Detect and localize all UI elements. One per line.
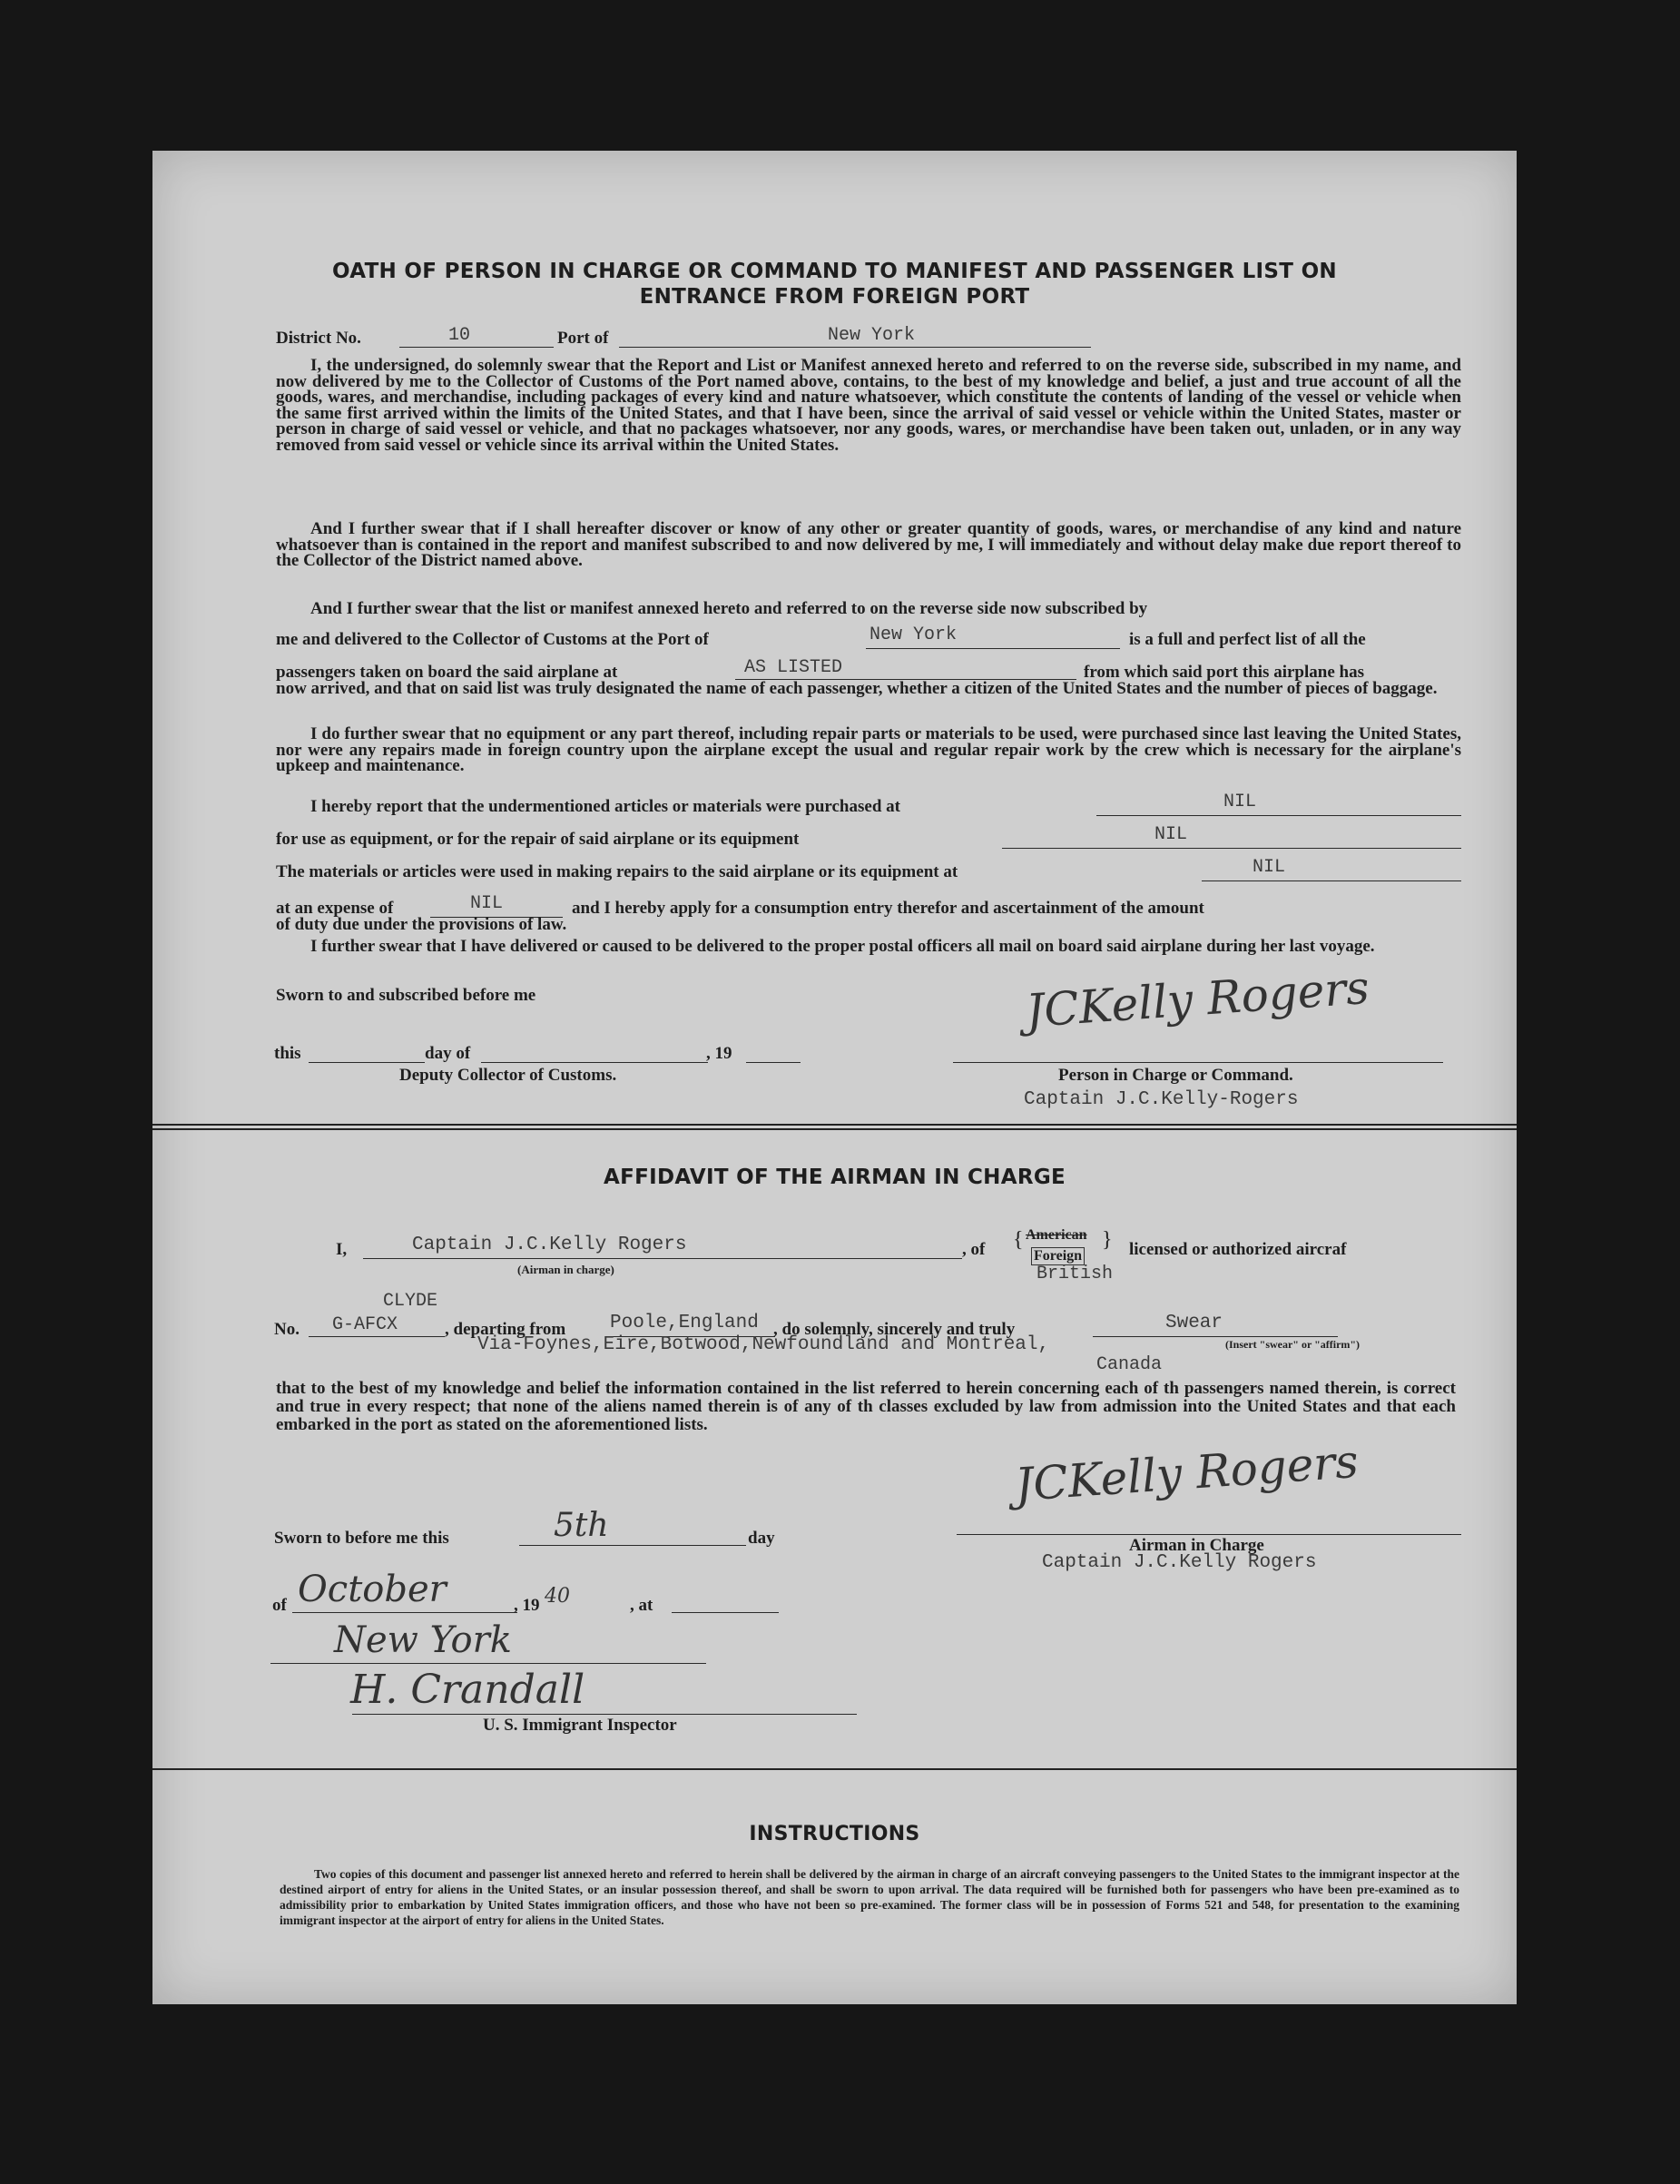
port-label: Port of bbox=[557, 329, 609, 348]
no-rule bbox=[309, 1336, 445, 1337]
place-rule bbox=[270, 1663, 706, 1664]
report-rule-3 bbox=[1202, 880, 1461, 881]
report-value-2: NIL bbox=[1154, 824, 1188, 845]
report-rule-1 bbox=[1096, 815, 1461, 816]
departing-value: Poole,England bbox=[610, 1313, 759, 1333]
document-page bbox=[152, 151, 1517, 2004]
affidavit-i-label: I, bbox=[336, 1240, 348, 1259]
via-value: Via-Foynes,Eire,Botwood,Newfoundland and Montreal, bbox=[477, 1334, 1050, 1355]
expense-value: NIL bbox=[470, 893, 504, 914]
airman-value: Captain J.C.Kelly Rogers bbox=[412, 1235, 687, 1255]
district-label: District No. bbox=[276, 329, 361, 348]
expense-label: at an expense of bbox=[276, 899, 394, 918]
year-prefix: , 19 bbox=[514, 1596, 540, 1615]
oath-paragraph-4: I do further swear that no equipment or any part thereof, including repair parts or materials to be used, were purchased since last leaving the United States, nor were any repairs made in foreign country upon the airplane except the usual and regular repair work by the crew which is necessary for the airplane's upkeep and maintenance. bbox=[276, 724, 1461, 775]
american-option: American bbox=[1026, 1227, 1087, 1243]
of-label: , of bbox=[962, 1240, 986, 1259]
year-rule bbox=[746, 1062, 801, 1063]
at-label: , at bbox=[630, 1596, 653, 1615]
month-value: October bbox=[298, 1569, 447, 1610]
year-label: , 19 bbox=[706, 1044, 732, 1063]
captain-typed-1: Captain J.C.Kelly-Rogers bbox=[1024, 1089, 1299, 1110]
insert-note: (Insert "swear" or "affirm") bbox=[1225, 1338, 1361, 1351]
inspector-rule bbox=[352, 1714, 857, 1715]
port-of-arrival-rule bbox=[866, 648, 1120, 649]
person-rule bbox=[953, 1062, 1443, 1063]
deputy-collector-label: Deputy Collector of Customs. bbox=[399, 1066, 617, 1085]
oath-paragraph-5: I further swear that I have delivered or caused to be delivered to the proper postal officers all mail on board said airplane during her last voyage. bbox=[310, 937, 1375, 956]
british-value: British bbox=[1036, 1264, 1114, 1284]
affidavit-title: AFFIDAVIT OF THE AIRMAN IN CHARGE bbox=[603, 1166, 1066, 1189]
section-divider-top bbox=[152, 1124, 1517, 1126]
captain-typed-2: Captain J.C.Kelly Rogers bbox=[1042, 1552, 1317, 1573]
day-of-rule bbox=[481, 1062, 708, 1063]
airman-in-charge-label: Airman in Charge bbox=[1129, 1536, 1264, 1555]
boarding-value: AS LISTED bbox=[744, 657, 843, 678]
sworn-day-value: 5th bbox=[554, 1507, 609, 1544]
inspector-signature: H. Crandall bbox=[350, 1667, 585, 1713]
oath-paragraph-3-line2b: is a full and perfect list of all the bbox=[1129, 630, 1366, 649]
place-value: New York bbox=[334, 1619, 512, 1661]
port-of-arrival-value: New York bbox=[869, 625, 958, 645]
no-label: No. bbox=[274, 1320, 300, 1339]
month-rule bbox=[292, 1612, 517, 1613]
this-rule bbox=[309, 1062, 425, 1063]
swear-value: Swear bbox=[1165, 1313, 1223, 1333]
licensed-text: licensed or authorized aircraf bbox=[1129, 1240, 1347, 1259]
report-value-3: NIL bbox=[1253, 857, 1286, 878]
inspector-label: U. S. Immigrant Inspector bbox=[483, 1716, 677, 1735]
clyde-value: CLYDE bbox=[383, 1291, 438, 1312]
district-value: 10 bbox=[448, 325, 471, 346]
oath-paragraph-3-rest: now arrived, and that on said list was truly designated the name of each passenger, whether a citizen of the United States and the number of pieces of baggage. bbox=[276, 679, 1438, 698]
of-month-label: of bbox=[272, 1596, 287, 1615]
person-in-charge-label: Person in Charge or Command. bbox=[1058, 1066, 1293, 1085]
report-rule-2 bbox=[1002, 848, 1461, 849]
at-rule bbox=[672, 1612, 779, 1613]
section-divider-bottom bbox=[152, 1128, 1517, 1130]
report-line-3: The materials or articles were used in making repairs to the said airplane or its equipment at bbox=[276, 862, 958, 881]
report-line-2: for use as equipment, or for the repair of said airplane or its equipment bbox=[276, 830, 800, 849]
oath-paragraph-2: And I further swear that if I shall hereafter discover or know of any other or greater quantity of goods, wares, or merchandise of any kind and nature whatsoever than is contained in the report and manifest subscribed to and now delivered by me, I will immediately and without delay make due report thereof to the Collector of the District named above. bbox=[276, 519, 1461, 570]
oath-title-line2: ENTRANCE FROM FOREIGN PORT bbox=[639, 285, 1030, 309]
oath-paragraph-3-line1: And I further swear that the list or manifest annexed hereto and referred to on the reverse side now subscribed by bbox=[310, 599, 1148, 618]
report-line-1: I hereby report that the undermentioned articles or materials were purchased at bbox=[310, 797, 900, 816]
canada-value: Canada bbox=[1096, 1354, 1163, 1375]
solemnly-text: , do solemnly, sincerely and truly bbox=[773, 1320, 1016, 1339]
year-value: 40 bbox=[545, 1585, 570, 1608]
brace-right: } bbox=[1102, 1228, 1113, 1252]
swear-rule bbox=[1093, 1336, 1338, 1337]
expense-text: and I hereby apply for a consumption entry therefor and ascertainment of the amount bbox=[572, 899, 1204, 918]
oath-paragraph-3-line3a: passengers taken on board the said airplane at bbox=[276, 663, 618, 682]
affidavit-body: that to the best of my knowledge and belief the information contained in the list referred to herein concerning each of th passengers named therein, is correct and true in every respect; that none of the aliens named therein is of any of th classes excluded by law from admission into the United States and that each embarked in the port as stated on the aforementioned lists. bbox=[276, 1379, 1456, 1434]
sworn-day-rule bbox=[519, 1545, 746, 1546]
this-label: this bbox=[274, 1044, 301, 1063]
aircraft-no-value: G-AFCX bbox=[332, 1314, 398, 1335]
expense-text-2: of duty due under the provisions of law. bbox=[276, 915, 567, 934]
district-rule bbox=[399, 347, 554, 348]
instructions-divider bbox=[152, 1768, 1517, 1770]
instructions-text: Two copies of this document and passenger list annexed hereto and referred to herein shall be delivered by the airman in charge of an aircraft conveying passengers to the United States to the immigrant inspector at the destined airport of entry for aliens in the United States, or an insular possession thereof, and shall be sworn to upon arrival. The data required will be furnished both for passengers who have been pre-examined as to admissibility prior to embarkation by United States immigration officers, and those who have not been so pre-examined. The former class will be in possession of Forms 521 and 548, for presentation to the examining immigrant inspector at the airport of entry for aliens in the United States. bbox=[280, 1867, 1459, 1927]
day-of-label: day of bbox=[425, 1044, 471, 1063]
airman-rule bbox=[363, 1258, 962, 1259]
port-rule bbox=[619, 347, 1091, 348]
airman-in-charge-rule bbox=[957, 1534, 1461, 1535]
report-value-1: NIL bbox=[1223, 792, 1257, 812]
instructions-title: INSTRUCTIONS bbox=[749, 1823, 920, 1845]
oath-paragraph-3-line3b: from which said port this airplane has bbox=[1084, 663, 1364, 682]
airman-caption: (Airman in charge) bbox=[517, 1263, 614, 1276]
airman-signature: JCKelly Rogers bbox=[1013, 1434, 1361, 1512]
oath-paragraph-3-line2a: me and delivered to the Collector of Customs at the Port of bbox=[276, 630, 709, 649]
sworn-before-label: Sworn to and subscribed before me bbox=[276, 986, 536, 1005]
sworn-before-affidavit-label: Sworn to before me this bbox=[274, 1529, 449, 1548]
day-label: day bbox=[748, 1529, 775, 1548]
oath-paragraph-1: I, the undersigned, do solemnly swear that the Report and List or Manifest annexed hereto and referred to on the reverse side, subscribed in my name, and now delivered by me to the Collector of Customs of the Port named above, contains, to the best of my knowledge and belief, a just and true account of all the goods, wares, and merchandise, including packages of every kind and nature whatsoever, which constitute the contents of landing of the vessel or vehicle when the same first arrived within the limits of the United States, and that I have been, since the arrival of said vessel or vehicle within the United States, master or person in charge of said vessel or vehicle, and that no packages whatsoever, nor any goods, wares, or merchandise have been taken out, unladen, or in any way removed from said vessel or vehicle since its arrival within the United States. bbox=[276, 356, 1461, 455]
oath-title-line1: OATH OF PERSON IN CHARGE OR COMMAND TO MANIFEST AND PASSENGER LIST ON bbox=[332, 260, 1337, 283]
foreign-option: Foreign bbox=[1031, 1247, 1085, 1265]
person-in-charge-signature: JCKelly Rogers bbox=[1024, 960, 1371, 1038]
departing-label: , departing from bbox=[445, 1320, 566, 1339]
port-value: New York bbox=[828, 325, 916, 346]
brace-left: { bbox=[1013, 1228, 1024, 1252]
